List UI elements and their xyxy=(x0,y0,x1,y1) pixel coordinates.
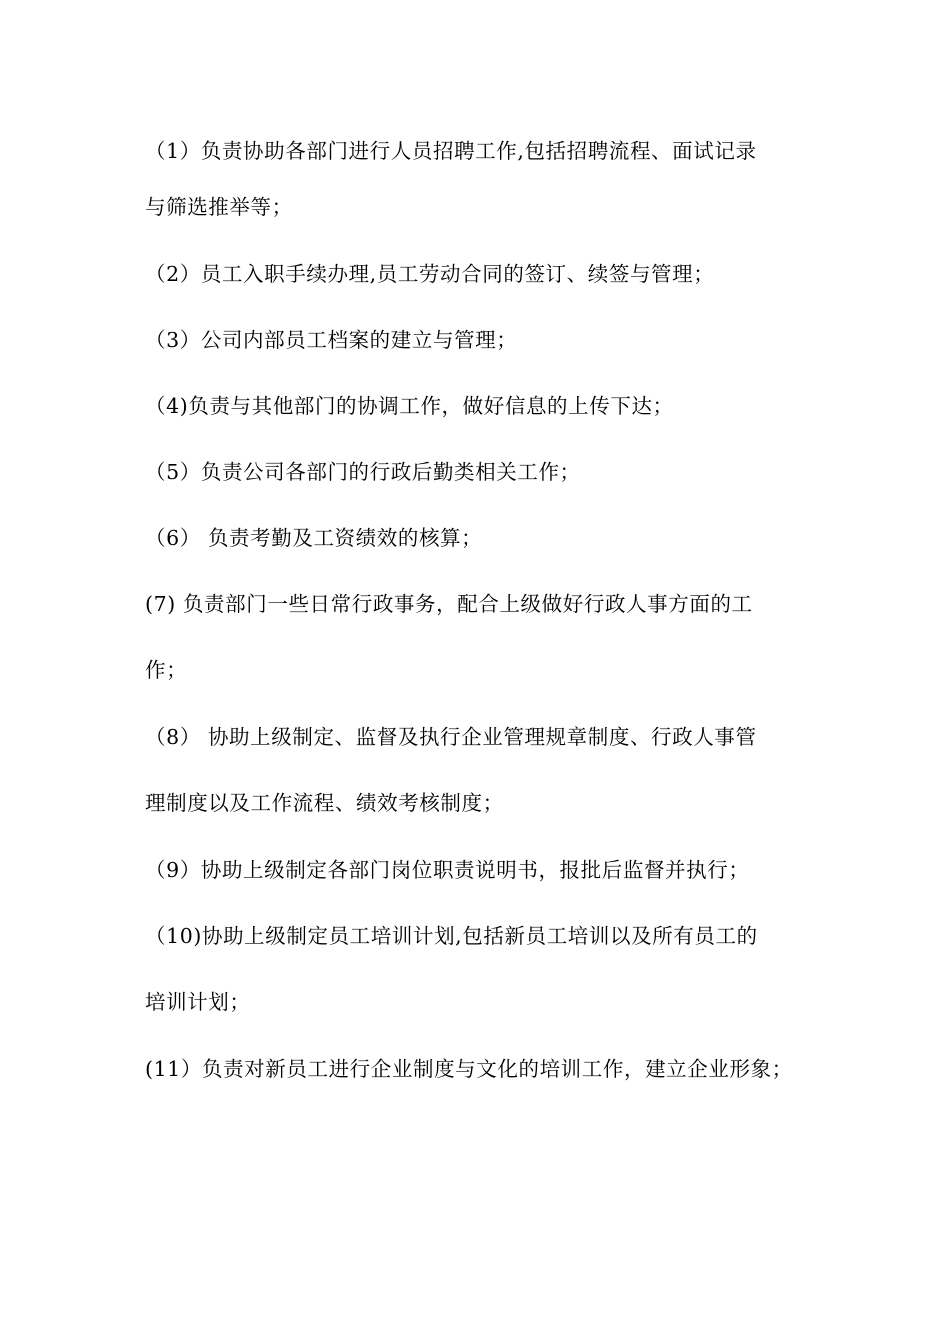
paragraph-7-line-1: (7) 负责部门一些日常行政事务，配合上级做好行政人事方面的工 xyxy=(145,592,753,616)
paragraph-5-line-1: （5）负责公司各部门的行政后勤类相关工作； xyxy=(145,460,581,484)
paragraph-10-line-2: 培训计划； xyxy=(145,990,251,1014)
paragraph-11-line-1: (11）负责对新员工进行企业制度与文化的培训工作，建立企业形象； xyxy=(145,1057,793,1081)
document-body xyxy=(145,130,817,1114)
paragraph-1-line-2: 与筛选推举等； xyxy=(145,195,293,219)
paragraph-1-line-1: （1）负责协助各部门进行人员招聘工作,包括招聘流程、面试记录 xyxy=(145,139,757,163)
paragraph-3-line-1: （3）公司内部员工档案的建立与管理； xyxy=(145,328,518,352)
paragraph-7-line-2: 作； xyxy=(145,658,188,682)
paragraph-6-line-1: （6） 负责考勤及工资绩效的核算； xyxy=(145,526,483,550)
paragraph-10-line-1: （10)协助上级制定员工培训计划,包括新员工培训以及所有员工的 xyxy=(145,924,758,948)
paragraph-2-line-1: （2）员工入职手续办理,员工劳动合同的签订、续签与管理； xyxy=(145,262,715,286)
paragraph-8-line-2: 理制度以及工作流程、绩效考核制度； xyxy=(145,791,504,815)
paragraph-9-line-1: （9）协助上级制定各部门岗位职责说明书，报批后监督并执行； xyxy=(145,858,750,882)
paragraph-8-line-1: （8） 协助上级制定、监督及执行企业管理规章制度、行政人事管 xyxy=(145,725,757,749)
paragraph-4-line-1: （4)负责与其他部门的协调工作，做好信息的上传下达； xyxy=(145,394,674,418)
